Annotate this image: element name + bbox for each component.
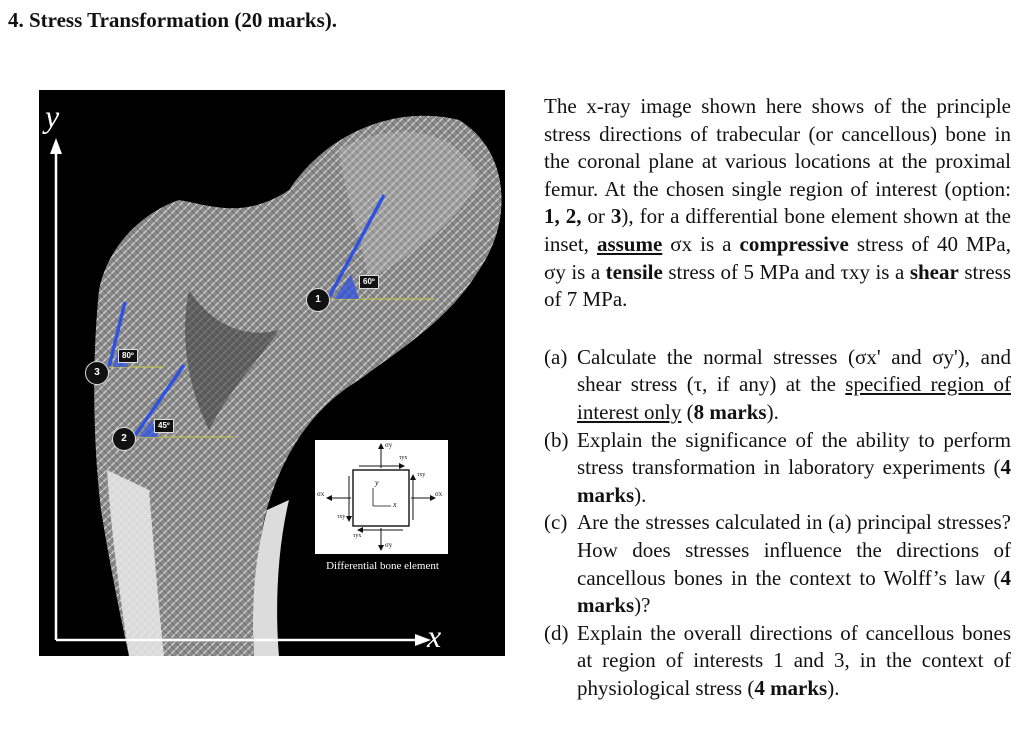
inset-sigma-x-right: σx xyxy=(435,490,443,498)
inset-tau-bottom: τyx xyxy=(353,533,362,539)
inset-axis-x: x xyxy=(393,500,397,509)
y-axis-label: y xyxy=(45,98,60,134)
question-heading: 4. Stress Transformation (20 marks). xyxy=(8,8,337,32)
inset-caption: Differential bone element xyxy=(326,560,439,572)
question-b: (b) Explain the significance of the ability to perform stress transformation in laboratory experiments (4 marks). xyxy=(544,427,1011,507)
element-square xyxy=(353,470,409,526)
roi-1-angle-label: 60º xyxy=(359,275,379,289)
differential-element-inset xyxy=(315,440,448,554)
question-a: (a) Calculate the normal stresses (σx' and σy'), and shear stress (τ, if any) at the specified region of interest only (8 marks). xyxy=(544,344,1011,424)
inset-sigma-x-left: σx xyxy=(317,490,325,498)
inset-sigma-y-bottom: σy xyxy=(385,541,393,549)
inset-axis-y: y xyxy=(375,478,379,487)
roi-3-angle-label: 80º xyxy=(118,349,138,363)
x-axis-label: x xyxy=(427,618,442,654)
inset-tau-top: τyx xyxy=(399,455,408,461)
question-d: (d) Explain the overall directions of cancellous bones at region of interests 1 and 3, in the context of physiological stress (4 marks). xyxy=(544,620,1011,700)
roi-marker-1: 1 xyxy=(306,288,330,312)
roi-marker-2: 2 xyxy=(112,427,136,451)
question-text xyxy=(544,93,1011,702)
inset-tau-left: τxy xyxy=(337,514,346,520)
inset-sigma-y-top: σy xyxy=(385,441,393,449)
femur-xray-figure xyxy=(39,90,505,656)
roi-2-angle-label: 45º xyxy=(154,419,174,433)
question-list xyxy=(544,344,1011,703)
question-c: (c) Are the stresses calculated in (a) principal stresses? How does stresses influence the directions of cancellous bones in the context to Wolff’s law (4 marks)? xyxy=(544,510,1011,618)
stress-element-diagram xyxy=(315,440,448,554)
intro-paragraph: The x-ray image shown here shows of the principle stress directions of trabecular (or cancellous) bone in the coronal plane at various locations at the proximal femur. At the chosen single region of interest (option: 1, 2, or 3), for a differential bone element shown at the inset, assume σx is a compressive stress of 40 MPa, σy is a tensile stress of 5 MPa and τxy is a shear stress of 7 MPa. xyxy=(544,94,1012,312)
roi-marker-3: 3 xyxy=(85,361,109,385)
inset-tau-right: τxy xyxy=(417,472,426,478)
